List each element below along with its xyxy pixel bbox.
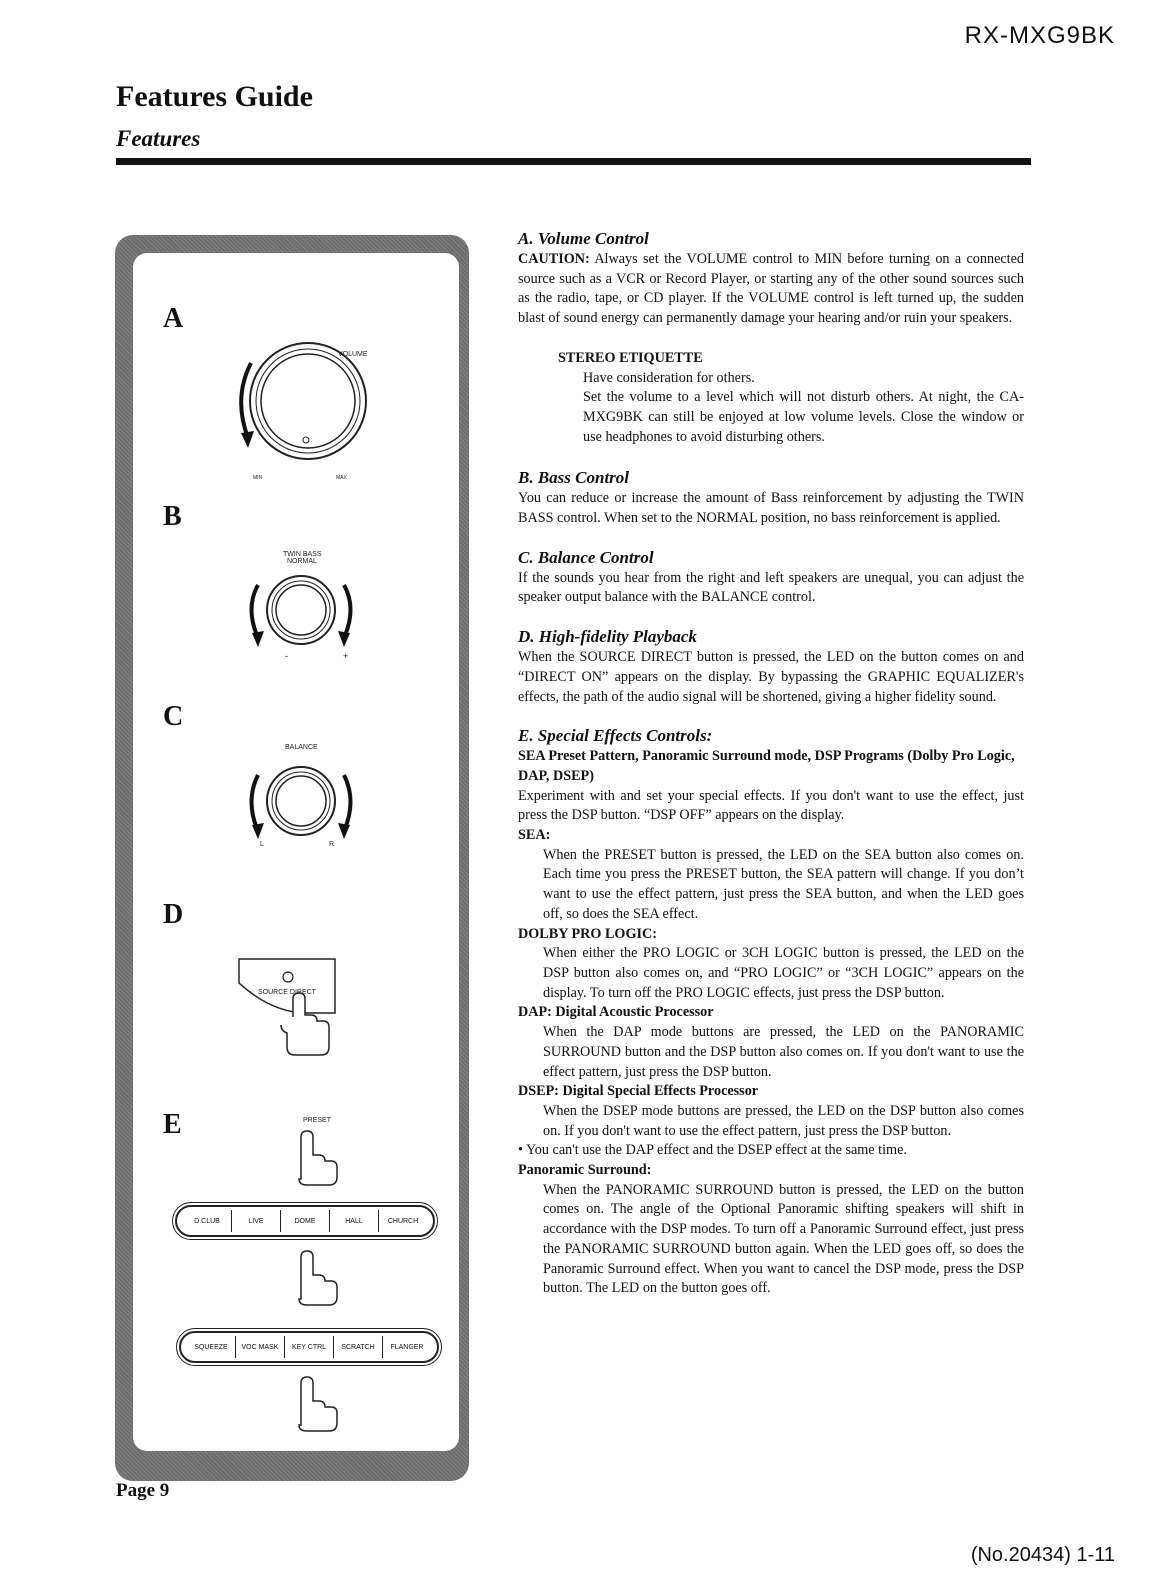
dsep-note: • You can't use the DAP effect and the DSEP effect at the same time. bbox=[518, 1142, 907, 1159]
dsep-button-key-ctrl[interactable]: KEY CTRL bbox=[284, 1336, 333, 1358]
effects-subtitle: SEA Preset Pattern, Panoramic Surround mode, DSP Programs (Dolby Pro Logic, DAP, DSEP) bbox=[518, 748, 1015, 784]
volume-max-label: MAX bbox=[336, 475, 347, 481]
sea-button-dome[interactable]: DOME bbox=[280, 1210, 329, 1232]
volume-heading: A. Volume Control bbox=[518, 229, 649, 248]
normal-label: NORMAL bbox=[287, 558, 317, 565]
section-bass bbox=[518, 467, 1024, 528]
section-volume bbox=[518, 228, 1024, 447]
section-effects bbox=[518, 725, 1024, 1299]
balance-r-label: R bbox=[329, 841, 335, 848]
letter-b: B bbox=[163, 501, 182, 532]
balance-label: BALANCE bbox=[285, 744, 318, 751]
sea-text: When the PRESET button is pressed, the LED on the SEA button also comes on. Each time you press the PRESET button, the SEA pattern will change. If you don’t want to use the effect pattern, just press the SEA button, and when the LED goes off, so does the SEA effect. bbox=[543, 846, 1024, 922]
effects-heading: E. Special Effects Controls: bbox=[518, 726, 713, 746]
dsep-heading: DSEP: Digital Special Effects Processor bbox=[518, 1083, 759, 1100]
dolby-text: When either the PRO LOGIC or 3CH LOGIC button is pressed, the LED on the DSP button also comes on, and “PRO LOGIC” or “3CH LOGIC” appears on the display. To turn off the PRO LOGIC effects, just press the DSP button. bbox=[543, 945, 1024, 1001]
caution-text: Always set the VOLUME control to MIN before turning on a connected source such as a VCR or Record Player, or starting any of the other sound sources such as the radio, tape, or CD player. If the VOLUME control is left turned up, the sudden blast of sound energy can permanently damage your hearing and/or ruin your speakers. bbox=[518, 251, 1024, 327]
sea-button-dclub[interactable]: D.CLUB bbox=[194, 1217, 220, 1225]
dap-heading: DAP: Digital Acoustic Processor bbox=[518, 1004, 714, 1021]
hand-pointer-icon bbox=[283, 1375, 343, 1435]
dsep-text: When the DSEP mode buttons are pressed, the LED on the DSP button also comes on. If you don't want to use the effect pattern, just press the DSP button. bbox=[543, 1102, 1024, 1139]
volume-min-label: MIN bbox=[253, 475, 263, 481]
document-number: (No.20434) 1-11 bbox=[970, 1544, 1115, 1566]
letter-e: E bbox=[163, 1109, 182, 1140]
features-text bbox=[518, 228, 1024, 1299]
dsep-button-squeeze[interactable]: SQUEEZE bbox=[194, 1343, 228, 1351]
caution-paragraph bbox=[518, 250, 1024, 329]
illustration-area bbox=[133, 253, 459, 1451]
bass-text: You can reduce or increase the amount of Bass reinforcement by adjusting the TWIN BASS control. When set to the NORMAL position, no bass reinforcement is applied. bbox=[518, 490, 1024, 527]
model-number: RX-MXG9BK bbox=[964, 22, 1115, 49]
dsep-button-flanger[interactable]: FLANGER bbox=[382, 1336, 431, 1358]
etiquette-line-1: Have consideration for others. bbox=[583, 369, 755, 386]
twin-bass-label: TWIN BASS bbox=[283, 551, 322, 558]
source-direct-label: SOURCE DIRECT bbox=[258, 989, 316, 996]
sea-button-church[interactable]: CHURCH bbox=[378, 1210, 427, 1232]
etiquette-heading: STEREO ETIQUETTE bbox=[558, 349, 703, 366]
dsep-button-scratch[interactable]: SCRATCH bbox=[333, 1336, 382, 1358]
bass-heading: B. Bass Control bbox=[518, 468, 630, 488]
effects-text: Experiment with and set your special effects. If you don't want to use the effect, just press the DSP button. “DSP OFF” appears on the display. bbox=[518, 787, 1024, 824]
section-hifi bbox=[518, 626, 1024, 707]
letter-c: C bbox=[163, 701, 184, 732]
sea-button-live[interactable]: LIVE bbox=[231, 1210, 280, 1232]
stereo-etiquette bbox=[558, 349, 1024, 448]
bass-minus-label: - bbox=[285, 651, 288, 661]
balance-heading: C. Balance Control bbox=[518, 547, 654, 567]
hand-pointer-icon bbox=[283, 1129, 343, 1189]
balance-text: If the sounds you hear from the right and left speakers are unequal, you can adjust the speaker output balance with the BALANCE control. bbox=[518, 569, 1024, 606]
panoramic-heading: Panoramic Surround: bbox=[518, 1162, 652, 1179]
etiquette-line-2: Set the volume to a level which will not disturb others. At night, the CA-MXG9BK can still be enjoyed at low volume levels. Close the window or use headphones to avoid disturbing others. bbox=[583, 389, 1024, 445]
page-number: Page 9 bbox=[116, 1480, 170, 1501]
source-direct-button-icon bbox=[237, 953, 347, 1063]
twin-bass-knob-icon bbox=[233, 563, 373, 653]
header-rule bbox=[116, 158, 1031, 165]
dolby-heading: DOLBY PRO LOGIC: bbox=[518, 925, 657, 942]
dsep-button-row bbox=[179, 1331, 439, 1363]
letter-a: A bbox=[163, 303, 184, 334]
volume-knob-icon bbox=[213, 323, 393, 493]
balance-l-label: L bbox=[260, 841, 264, 848]
panoramic-text: When the PANORAMIC SURROUND button is pressed, the LED on the button comes on. The angle of the Optional Panoramic shifting speakers will shift in accordance with the DSP modes. To turn off a Panoramic Surround effect, just press the PANORAMIC SURROUND button again. When the LED goes off, so does the Panoramic Surround effect. When you want to cancel the DSP mode, press the DSP button. The LED on the button goes off. bbox=[543, 1181, 1024, 1297]
caution-label: CAUTION: bbox=[518, 251, 590, 267]
preset-label: PRESET bbox=[303, 1117, 332, 1124]
hand-pointer-icon bbox=[283, 1249, 343, 1309]
hifi-heading: D. High-fidelity Playback bbox=[518, 627, 697, 647]
page-subtitle: Features bbox=[116, 126, 201, 151]
hifi-text: When the SOURCE DIRECT button is pressed, the LED on the button comes on and “DIRECT ON” appears on the display. By bypassing the GRAPHIC EQUALIZER's effects, the path of the audio signal will be shortened, giving a higher fidelity sound. bbox=[518, 649, 1024, 705]
sea-heading: SEA: bbox=[518, 827, 551, 844]
sea-button-hall[interactable]: HALL bbox=[329, 1210, 378, 1232]
volume-label: VOLUME bbox=[338, 351, 368, 358]
letter-d: D bbox=[163, 899, 184, 930]
dap-text: When the DAP mode buttons are pressed, the LED on the PANORAMIC SURROUND button and the DSP button also comes on. If you don't want to use the effect pattern, just press the DSP button. bbox=[543, 1024, 1024, 1080]
balance-knob-icon bbox=[233, 753, 373, 848]
controls-illustration-panel bbox=[115, 235, 469, 1481]
section-balance bbox=[518, 547, 1024, 608]
sea-button-row bbox=[175, 1205, 435, 1237]
page-title: Features Guide bbox=[116, 80, 313, 113]
bass-plus-label: + bbox=[343, 651, 349, 661]
dsep-button-voc-mask[interactable]: VOC MASK bbox=[235, 1336, 284, 1358]
